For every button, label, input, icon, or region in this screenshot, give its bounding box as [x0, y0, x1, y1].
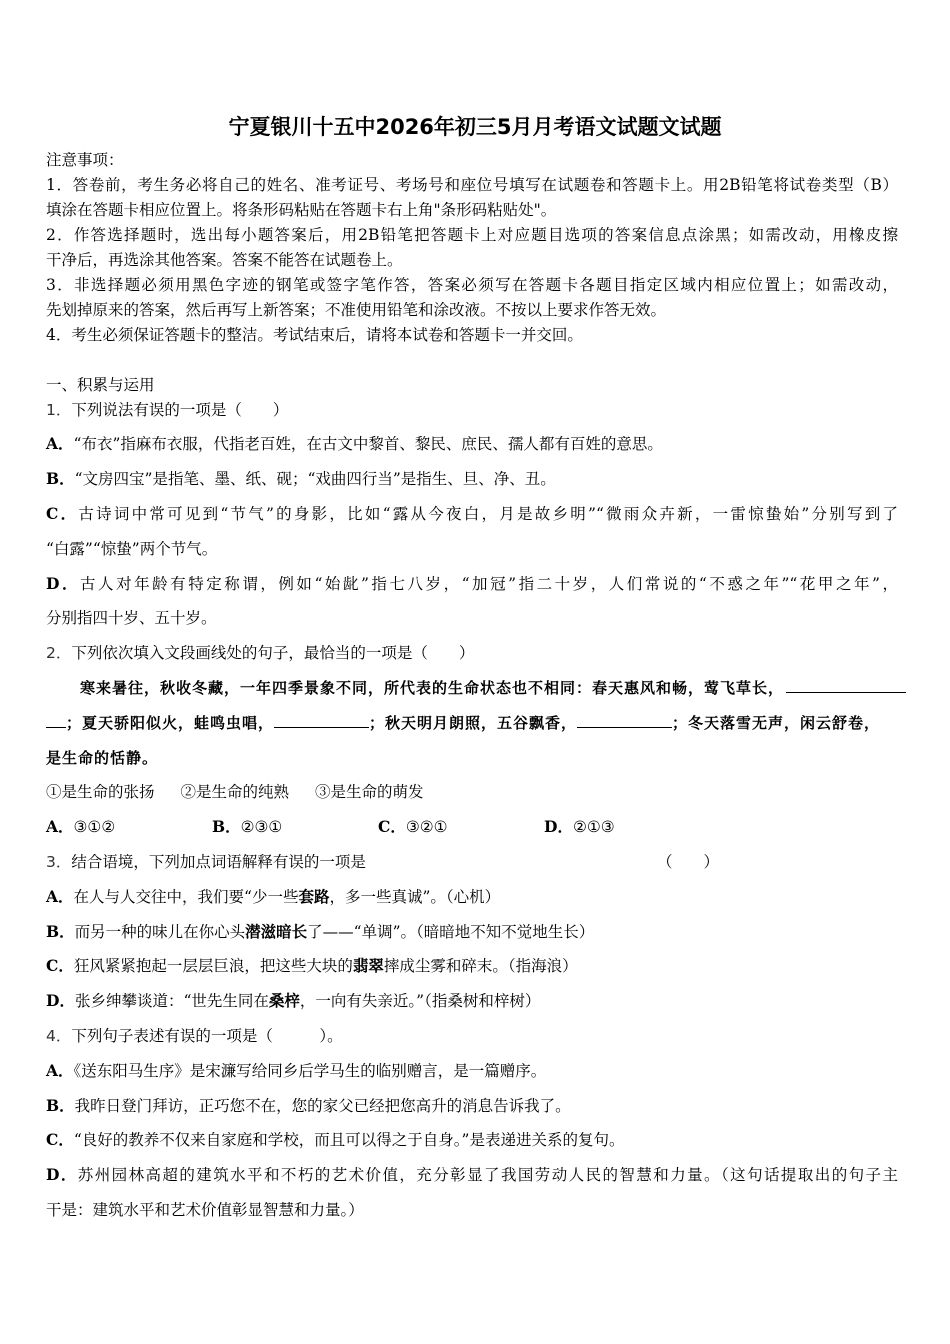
option-text: 苏州园林高超的建筑水平和不朽的艺术价值，充分彰显了我国劳动人民的智慧和力量。（这句话提取出的句子主 [77, 1166, 898, 1185]
question-3-option-c [46, 949, 898, 984]
option-label: B． [212, 817, 241, 837]
passage-text: ；夏天骄阳似火，蛙鸣虫唱， [66, 713, 275, 732]
option-label: A． [46, 886, 74, 906]
notice-item-1-line-2: 填涂在答题卡相应位置上。将条形码粘贴在答题卡右上角"条形码粘贴处"。 [46, 201, 557, 219]
option-text: ③②① [405, 818, 448, 837]
option-label: D． [46, 573, 81, 593]
notice-item-1-line-1: 1．答卷前，考生务必将自己的姓名、准考证号、考场号和座位号填写在试题卷和答题卡上。用2B铅笔将试卷类型（B） [46, 176, 898, 194]
option-text: ②①③ [572, 818, 615, 837]
option-text: 摔成尘雾和碎末。（指海浪） [383, 957, 578, 976]
option-label: B． [46, 469, 75, 489]
question-2-passage [46, 671, 906, 775]
option-text: 我昨日登门拜访，正巧您不在，您的家父已经把您高升的消息告诉我了。 [74, 1096, 571, 1115]
option-label: D． [46, 991, 75, 1011]
question-2-option-a [46, 810, 212, 845]
option-label: C． [46, 1130, 74, 1150]
question-number: 4． [46, 1026, 72, 1045]
question-1-option-a [46, 427, 898, 462]
option-text: 分别指四十岁、五十岁。 [46, 609, 217, 628]
passage-text: ；冬天落雪无声，闲云舒卷， [672, 713, 881, 732]
option-text: 了——“单调”。（暗暗地不知不觉地生长） [307, 922, 595, 941]
option-text: “文房四宝”是指笔、墨、纸、砚；“戏曲四行当”是指生、旦、净、丑。 [74, 470, 556, 489]
option-text: 在人与人交往中，我们要“少一些 [73, 887, 299, 906]
question-2 [46, 636, 898, 845]
question-2-options [46, 810, 898, 845]
passage-line-3 [46, 741, 906, 776]
option-label: B． [46, 1095, 75, 1115]
question-3-stem [46, 845, 898, 880]
option-text: 古人对年龄有特定称谓，例如“始龀”指七八岁，“加冠”指二十岁，人们常说的“不惑之年”“花甲之年”， [80, 574, 898, 593]
question-2-option-b [212, 810, 378, 845]
question-1-option-b [46, 462, 898, 497]
fill-blank [786, 676, 906, 693]
question-stem-text: 结合语境，下列加点词语解释有误的一项是 [71, 852, 366, 871]
question-4 [46, 1019, 898, 1228]
option-line-continued [46, 532, 898, 567]
option-label: A． [46, 817, 74, 837]
question-4-option-d [46, 1158, 898, 1228]
option-text: “布衣”指麻布衣服，代指老百姓，在古文中黎首、黎民、庶民、孺人都有百姓的意思。 [73, 435, 663, 454]
option-label: C． [46, 956, 74, 976]
question-3 [46, 845, 898, 1019]
question-4-option-a [46, 1054, 898, 1089]
passage-text: ；秋天明月朗照，五谷飘香， [369, 713, 578, 732]
passage-line-1 [46, 671, 906, 706]
option-line [46, 1158, 898, 1193]
passage-text: 是生命的恬静。 [46, 748, 159, 767]
choice-item: ③是生命的萌发 [315, 783, 424, 802]
question-1-option-d [46, 567, 898, 637]
option-text: ，一向有失亲近。”（指桑树和梓树） [299, 992, 541, 1011]
passage-line-2 [46, 706, 906, 741]
fill-blank [577, 711, 672, 728]
fill-blank [274, 711, 369, 728]
question-stem-text: 下列说法有误的一项是（ ） [71, 400, 289, 419]
option-line-continued [46, 601, 898, 636]
questions [46, 393, 898, 1228]
question-stem-text: 下列句子表述有误的一项是（ ）。 [71, 1026, 343, 1045]
question-stem-text: 下列依次填入文段画线处的句子，最恰当的一项是（ ） [71, 644, 475, 663]
question-3-option-d [46, 984, 898, 1019]
option-text: 而另一种的味儿在你心头 [74, 922, 246, 941]
option-label: C． [378, 817, 406, 837]
answer-parenthesis: （ ） [657, 852, 720, 871]
option-line [46, 567, 898, 602]
notice-item-4-line-1: 4．考生必须保证答题卡的整洁。考试结束后，请将本试卷和答题卡一并交回。 [46, 326, 583, 344]
question-3-option-b [46, 915, 898, 950]
option-label: C． [46, 503, 79, 523]
question-1-stem [46, 393, 898, 428]
dotted-word: 套路 [298, 886, 330, 906]
notice-item-3-line-1: 3．非选择题必须用黑色字迹的钢笔或签字笔作答，答案必须写在答题卡各题目指定区域内相应位置上；如需改动， [46, 276, 898, 294]
option-text: “良好的教养不仅来自家庭和学校，而且可以得之于自身。”是表递进关系的复句。 [73, 1131, 625, 1150]
option-text: 张乡绅攀谈道：“世先生同在 [74, 992, 269, 1011]
option-text: 《送东阳马生序》是宋濂写给同乡后学马生的临别赠言，是一篇赠序。 [73, 1061, 547, 1080]
option-label: D． [544, 817, 573, 837]
option-label: A． [46, 1060, 74, 1080]
page-title: 宁夏银川十五中2026年初三5月月考语文试题文试题 [228, 115, 722, 139]
fill-blank [46, 711, 66, 728]
option-text: 干是：建筑水平和艺术价值彰显智慧和力量。） [46, 1200, 364, 1219]
question-1 [46, 393, 898, 637]
choice-item: ②是生命的纯熟 [180, 783, 290, 802]
dotted-word: 翡翠 [352, 956, 384, 976]
dotted-word: 桑梓 [268, 991, 300, 1011]
option-text: “白露”“惊蛰”两个节气。 [46, 539, 218, 558]
option-text: 狂风紧紧抱起一层层巨浪，把这些大块的 [73, 957, 353, 976]
question-1-option-c [46, 497, 898, 567]
question-2-stem [46, 636, 898, 671]
option-label: D． [46, 1165, 78, 1185]
question-number: 3． [46, 852, 72, 871]
notice-section [46, 148, 898, 348]
option-line [46, 497, 898, 532]
section-heading: 一、积累与运用 [46, 376, 155, 394]
notice-item-2-line-1: 2．作答选择题时，选出每小题答案后，用2B铅笔把答题卡上对应题目选项的答案信息点涂黑；如需改动，用橡皮擦 [46, 226, 898, 244]
question-4-option-c [46, 1123, 898, 1158]
question-4-stem [46, 1019, 898, 1054]
option-text: 古诗词中常可见到“节气”的身影，比如“露从今夜白，月是故乡明”“微雨众卉新，一雷惊蛰始”分别写到了 [78, 504, 898, 523]
question-number: 1． [46, 400, 72, 419]
option-label: B． [46, 921, 75, 941]
question-2-choices [46, 775, 898, 810]
question-2-option-c [378, 810, 544, 845]
question-2-option-d [544, 810, 710, 845]
choice-item: ①是生命的张扬 [46, 783, 155, 802]
option-label: A． [46, 434, 74, 454]
question-3-option-a [46, 880, 898, 915]
option-text: ③①② [73, 818, 116, 837]
passage-text: 寒来暑往，秋收冬藏，一年四季景象不同，所代表的生命状态也不相同：春天惠风和畅，莺飞草长， [80, 678, 785, 697]
question-4-option-b [46, 1089, 898, 1124]
option-text: ②③① [240, 818, 283, 837]
question-number: 2． [46, 644, 72, 663]
notice-item-3-line-2: 先划掉原来的答案，然后再写上新答案；不准使用铅笔和涂改液。不按以上要求作答无效。 [46, 301, 667, 319]
option-text: ，多一些真诚”。（心机） [329, 887, 501, 906]
notice-heading: 注意事项： [46, 151, 124, 169]
option-line-continued [46, 1193, 898, 1228]
dotted-word: 潜滋暗长 [245, 921, 308, 941]
notice-item-2-line-2: 干净后，再选涂其他答案。答案不能答在试题卷上。 [46, 251, 403, 269]
